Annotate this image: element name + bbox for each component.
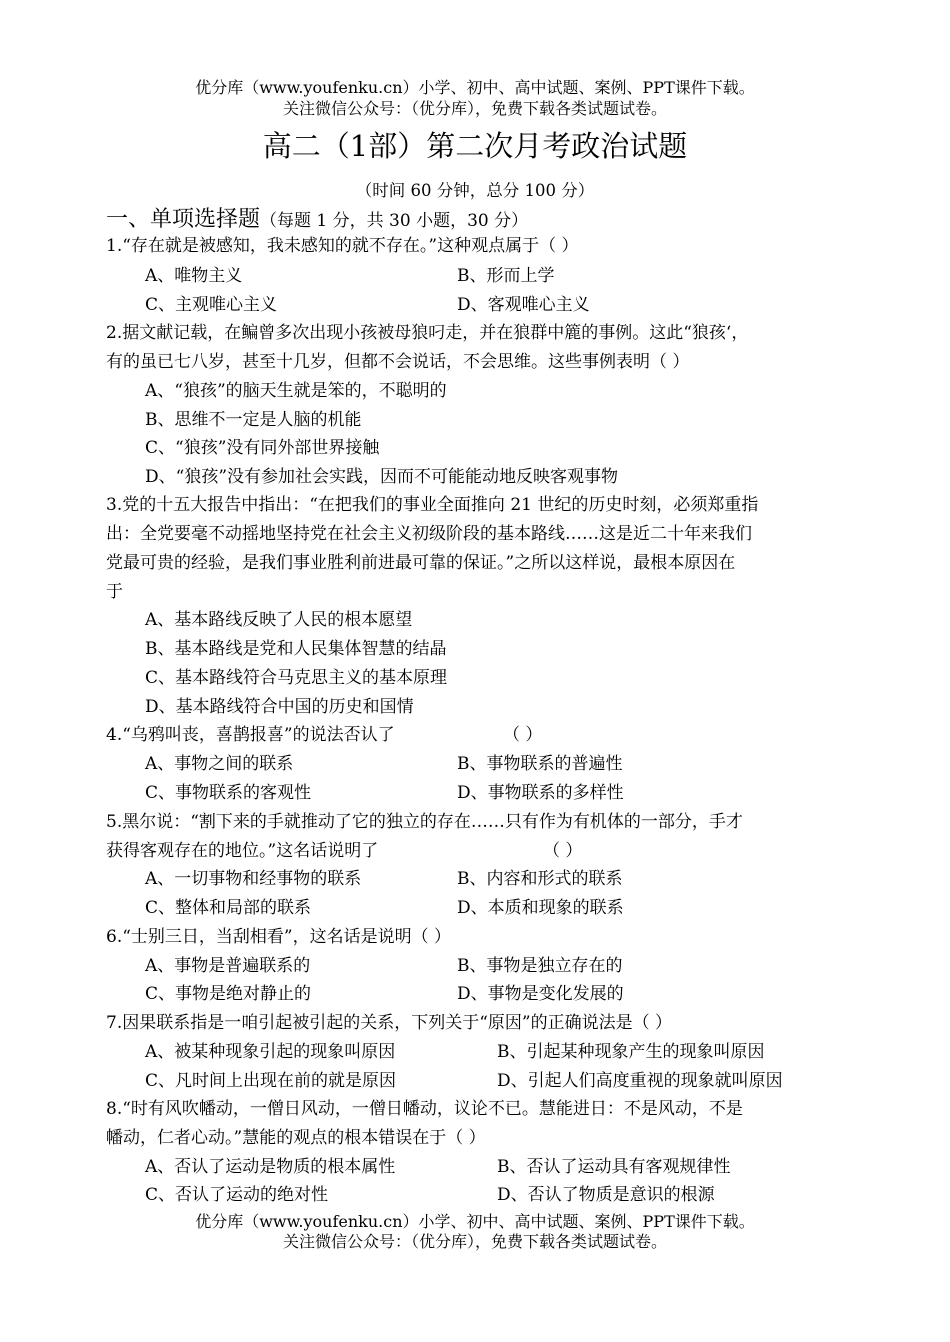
- option-c: C、基本路线符合马克思主义的基本原理: [145, 668, 448, 688]
- question-stem: 2.据文献记载，在鳊曾多次出现小孩被母狼叼走，并在狼群中簏的事例。这此“狼孩‘，: [106, 323, 749, 343]
- option-c: C、事物联系的客观性: [145, 783, 312, 803]
- section-heading: [106, 206, 528, 235]
- option-c: C、整体和局部的联系: [145, 898, 312, 918]
- question-stem: 8.“时有风吹幡动，一僧日风动，一僧日幡动，议论不已。慧能进日：不是风动，不是: [106, 1099, 743, 1119]
- option-d: D、事物联系的多样性: [457, 783, 624, 803]
- question-stem: 有的虽已七八岁，甚至十几岁，但都不会说话，不会思维。这些事例表明（ ）: [106, 352, 690, 372]
- option-c: C、否认了运动的绝对性: [145, 1185, 329, 1205]
- question-stem: 于: [106, 582, 123, 602]
- option-a: A、被某种现象引起的现象叫原因: [145, 1042, 396, 1062]
- answer-blank: （ ）: [543, 841, 583, 861]
- option-c: C、事物是绝对静止的: [145, 984, 312, 1004]
- option-a: A、基本路线反映了人民的根本愿望: [145, 610, 413, 630]
- option-c: C、“狼孩”没有同外部世界接触: [145, 438, 380, 458]
- section-title: 一、单项选择题: [106, 207, 261, 232]
- option-d: D、引起人们高度重视的现象就叫原因: [497, 1071, 783, 1091]
- question-stem: 出：全党要毫不动摇地坚持党在社会主义初级阶段的基本路线……这是近二十年来我们: [106, 524, 752, 544]
- footer-line-1: 优分库（www.youfenku.cn）小学、初中、高中试题、案例、PPT课件下载。: [195, 1212, 755, 1231]
- option-b: B、内容和形式的联系: [457, 869, 623, 889]
- question-stem: 1.“存在就是被感知，我未感知的就不存在。”这种观点属于（ ）: [106, 236, 579, 256]
- option-a: A、“狼孩”的脑天生就是笨的，不聪明的: [145, 381, 447, 401]
- option-b: B、思维不一定是人脑的机能: [145, 410, 362, 430]
- option-b: B、否认了运动具有客观规律性: [497, 1157, 731, 1177]
- option-a: A、事物之间的联系: [145, 754, 294, 774]
- option-a: A、一切事物和经事物的联系: [145, 869, 362, 889]
- option-c: C、主观唯心主义: [145, 295, 278, 315]
- footer-line-2: 关注微信公众号：（优分库），免费下载各类试题试卷。: [282, 1232, 667, 1251]
- question-stem: 幡动，仁者心动。”慧能的观点的根本错误在于（ ）: [106, 1128, 486, 1148]
- header-line-1: 优分库（www.youfenku.cn）小学、初中、高中试题、案例、PPT课件下载。: [195, 78, 755, 97]
- question-stem: 7.因果联系指是一咱引起被引起的关系，下列关于“原因”的正确说法是（ ）: [106, 1013, 673, 1033]
- option-b: B、事物联系的普遍性: [457, 754, 623, 774]
- option-d: D、客观唯心主义: [457, 295, 590, 315]
- option-a: A、事物是普遍联系的: [145, 956, 311, 976]
- header-line-2: 关注微信公众号：（优分库），免费下载各类试题试卷。: [282, 99, 667, 118]
- page-title: 高二（1部）第二次月考政治试题: [262, 129, 688, 163]
- exam-info: （时间 60 分钟，总分 100 分）: [355, 181, 595, 200]
- question-stem: 获得客观存在的地位。”这名话说明了: [106, 841, 379, 861]
- option-d: D、“狼孩”没有参加社会实践，因而不可能能动地反映客观事物: [145, 467, 619, 487]
- option-a: A、否认了运动是物质的根本属性: [145, 1157, 396, 1177]
- option-d: D、本质和现象的联系: [457, 898, 624, 918]
- question-stem: 4.“乌鸦叫丧，喜鹊报喜”的说法否认了: [106, 725, 395, 745]
- question-stem: 党最可贵的经验，是我们事业胜利前进最可靠的保证。”之所以这样说，最根本原因在: [106, 553, 736, 573]
- option-d: D、基本路线符合中国的历史和国情: [145, 697, 414, 717]
- option-c: C、凡时间上出现在前的就是原因: [145, 1071, 397, 1091]
- option-b: B、事物是独立存在的: [457, 956, 623, 976]
- option-a: A、唯物主义: [145, 266, 243, 286]
- option-d: D、事物是变化发展的: [457, 984, 624, 1004]
- question-stem: 6.“士别三日，当刮相看”，这名话是说明（ ）: [106, 927, 452, 947]
- question-stem: 5.黑尔说：“割下来的手就推动了它的独立的存在……只有作为有机体的一部分，手才: [106, 812, 743, 832]
- option-b: B、形而上学: [457, 266, 555, 286]
- option-b: B、基本路线是党和人民集体智慧的结晶: [145, 639, 447, 659]
- option-b: B、引起某种现象产生的现象叫原因: [497, 1042, 765, 1062]
- answer-blank: （ ）: [503, 725, 543, 745]
- option-d: D、否认了物质是意识的根源: [497, 1185, 715, 1205]
- section-note: （每题 1 分，共 30 小题，30 分）: [260, 211, 529, 231]
- question-stem: 3.党的十五大报告中指出：“在把我们的事业全面推向 21 世纪的历史时刻，必须郑重指: [106, 495, 759, 515]
